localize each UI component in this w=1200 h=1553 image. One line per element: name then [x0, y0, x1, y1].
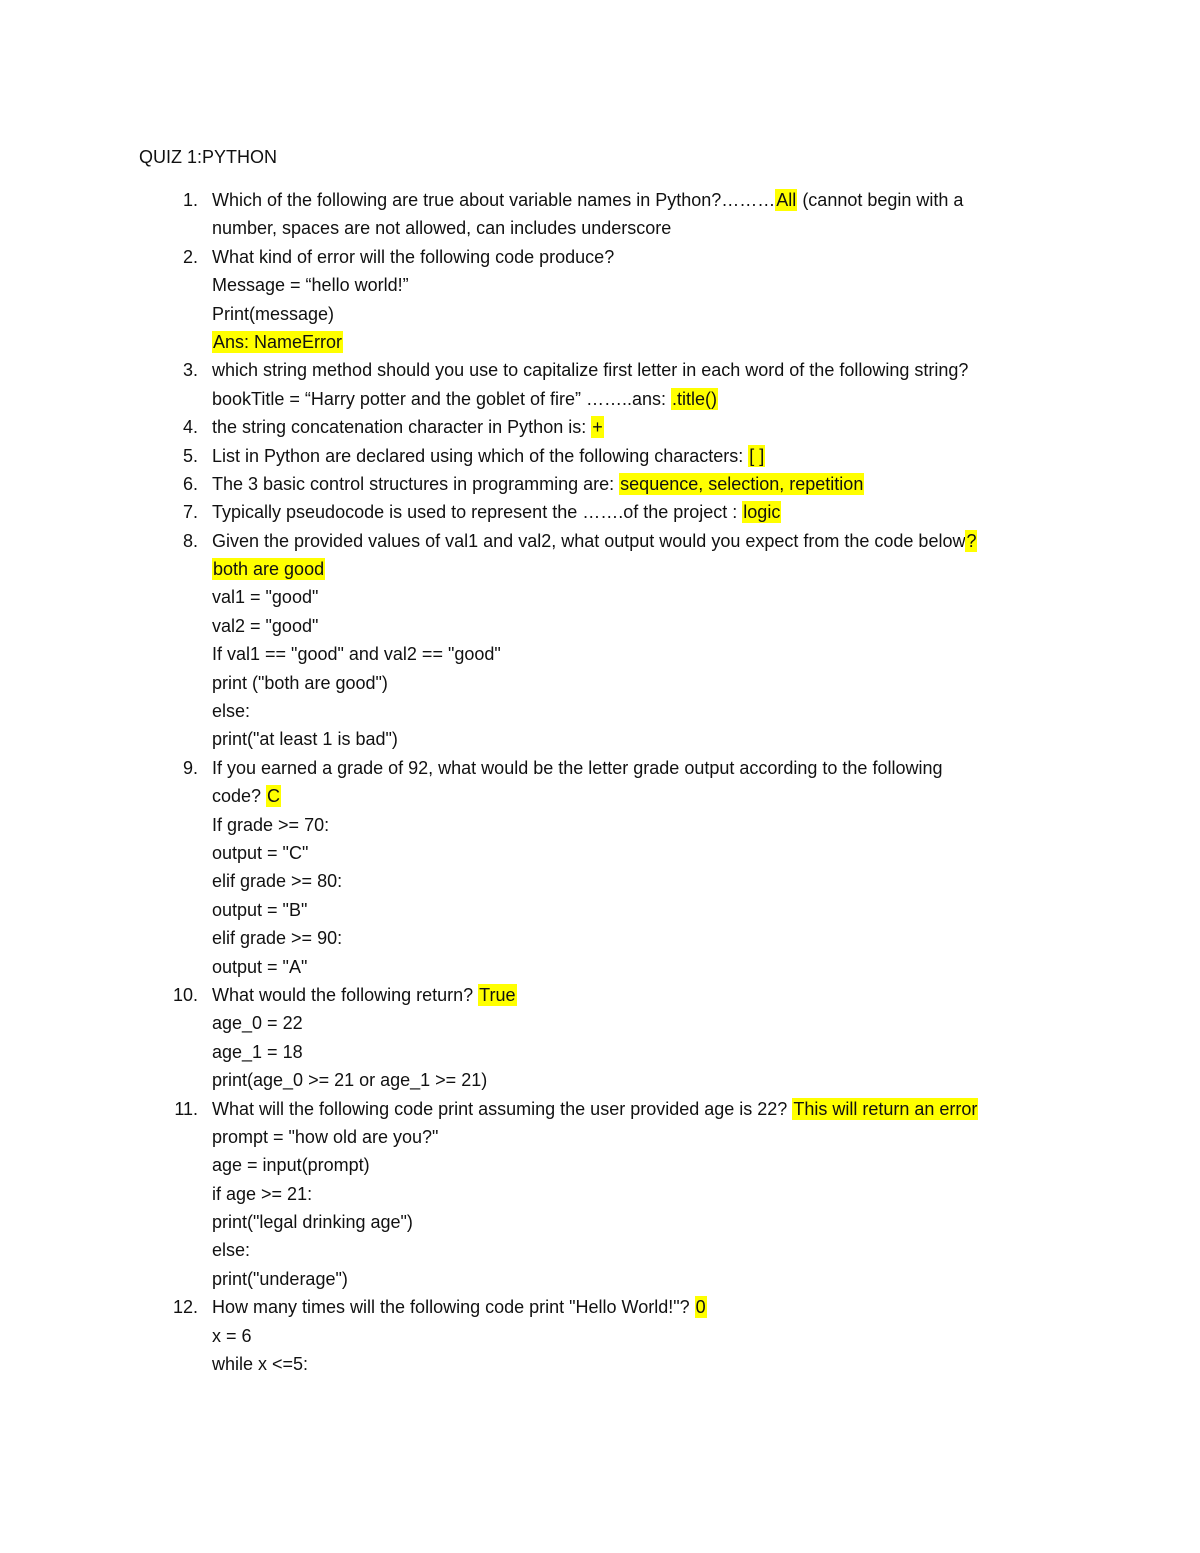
question-line — [0, 1038, 1200, 1066]
text-segment: code? — [212, 786, 267, 807]
highlighted-answer: sequence, selection, repetition — [620, 473, 864, 494]
highlighted-answer: + — [592, 417, 603, 438]
highlighted-answer: both are good — [213, 559, 325, 580]
question-line — [0, 811, 1200, 839]
text-segment: age = input(prompt) — [212, 1155, 370, 1176]
text-segment: age_0 = 22 — [212, 1013, 303, 1034]
question-line — [0, 896, 1200, 924]
question-number: 12. — [172, 1297, 198, 1318]
question-number: 1. — [182, 190, 198, 210]
question-item — [0, 754, 1200, 981]
question-number: 7. — [182, 502, 198, 523]
question-line — [0, 300, 1200, 328]
text-segment: print("legal drinking age") — [212, 1212, 413, 1233]
question-line — [0, 214, 1200, 242]
text-segment: which string method should you use to capitalize first letter in each word of the following string? — [212, 360, 969, 381]
question-line — [0, 555, 1200, 583]
question-number: 11. — [174, 1098, 198, 1119]
question-number: 6. — [182, 473, 198, 494]
highlighted-answer: ? — [966, 530, 977, 551]
question-number: 4. — [182, 417, 198, 438]
question-line — [0, 328, 1200, 356]
text-segment: If val1 == "good" and val2 == "good" — [212, 644, 501, 665]
question-line — [0, 1265, 1200, 1293]
text-segment: (cannot begin with a — [797, 190, 964, 210]
question-line — [0, 1208, 1200, 1236]
text-segment: elif grade >= 80: — [212, 871, 343, 892]
question-line — [0, 669, 1200, 697]
text-segment: How many times will the following code print "Hello World!"? — [212, 1297, 695, 1318]
text-segment: elif grade >= 90: — [212, 928, 343, 949]
text-segment: else: — [212, 1240, 251, 1261]
question-item — [0, 356, 1200, 413]
question-number: 3. — [182, 360, 198, 381]
question-item — [0, 498, 1200, 526]
question-line — [0, 1180, 1200, 1208]
question-line — [0, 1236, 1200, 1264]
question-item — [0, 470, 1200, 498]
text-segment: Given the provided values of val1 and val2, what output would you expect from the code below — [212, 530, 966, 551]
question-item — [0, 413, 1200, 441]
text-segment: What kind of error will the following code produce? — [212, 246, 615, 267]
text-segment: If you earned a grade of 92, what would be the letter grade output according to the following — [212, 757, 943, 778]
text-segment: else: — [212, 701, 251, 722]
question-number: 9. — [182, 757, 198, 778]
question-item — [0, 1095, 1200, 1294]
text-segment: print("at least 1 is bad") — [212, 729, 398, 750]
text-segment: The 3 basic control structures in programming are: — [212, 473, 620, 494]
text-segment: What will the following code print assuming the user provided age is 22? — [212, 1098, 793, 1119]
question-line — [0, 1350, 1200, 1378]
question-item — [0, 186, 1200, 243]
highlighted-answer: .title() — [672, 388, 718, 409]
question-line — [0, 839, 1200, 867]
highlighted-answer: [ ] — [749, 445, 765, 466]
question-item — [0, 1293, 1200, 1378]
question-number: 8. — [182, 530, 198, 551]
page-title: QUIZ 1:PYTHON — [139, 147, 278, 167]
question-line — [0, 1322, 1200, 1350]
text-segment: val2 = "good" — [212, 615, 319, 636]
highlighted-answer: True — [479, 984, 516, 1005]
text-segment: print ("both are good") — [212, 672, 388, 693]
highlighted-answer: 0 — [695, 1297, 706, 1318]
text-segment: output = "B" — [212, 899, 308, 920]
highlighted-answer: logic — [743, 502, 781, 523]
text-segment: print(age_0 >= 21 or age_1 >= 21) — [212, 1070, 488, 1091]
highlighted-answer: This will return an error — [793, 1098, 978, 1119]
question-line — [0, 385, 1200, 413]
text-segment: age_1 = 18 — [212, 1041, 303, 1062]
question-item — [0, 981, 1200, 1095]
question-line — [0, 612, 1200, 640]
question-line — [0, 782, 1200, 810]
text-segment: while x <=5: — [212, 1354, 309, 1375]
highlighted-answer: Ans: NameError — [213, 331, 343, 352]
highlighted-answer: All — [776, 190, 797, 210]
question-number: 5. — [182, 445, 198, 466]
question-line — [0, 1009, 1200, 1037]
text-segment: print("underage") — [212, 1268, 348, 1289]
question-line — [0, 1151, 1200, 1179]
text-segment: Message = “hello world!” — [212, 275, 409, 296]
question-line — [0, 640, 1200, 668]
question-line — [0, 867, 1200, 895]
text-segment: If grade >= 70: — [212, 814, 330, 835]
text-segment: if age >= 21: — [212, 1183, 313, 1204]
highlighted-answer: C — [267, 786, 281, 807]
question-line — [0, 1123, 1200, 1151]
text-segment: bookTitle = “Harry potter and the goblet of fire” ……..ans: — [212, 388, 672, 409]
question-number: 10. — [172, 984, 198, 1005]
text-segment: output = "C" — [212, 842, 309, 863]
question-line — [0, 583, 1200, 611]
question-line — [0, 697, 1200, 725]
question-number: 2. — [182, 246, 198, 267]
text-segment: List in Python are declared using which of the following characters: — [212, 445, 749, 466]
text-segment: Typically pseudocode is used to represent the …….of the project : — [212, 502, 743, 523]
text-segment: Which of the following are true about variable names in Python?……… — [212, 190, 776, 210]
question-list — [0, 186, 1200, 1378]
text-segment: prompt = "how old are you?" — [212, 1126, 439, 1147]
question-line — [0, 1066, 1200, 1094]
question-line — [0, 725, 1200, 753]
text-segment: Print(message) — [212, 303, 335, 324]
text-segment: the string concatenation character in Python is: — [212, 417, 592, 438]
text-segment: What would the following return? — [212, 984, 479, 1005]
text-segment: output = "A" — [212, 956, 308, 977]
text-segment: x = 6 — [212, 1325, 252, 1346]
text-segment: number, spaces are not allowed, can includes underscore — [212, 218, 672, 239]
question-item — [0, 442, 1200, 470]
text-segment: val1 = "good" — [212, 587, 319, 608]
question-line — [0, 271, 1200, 299]
question-line — [0, 953, 1200, 981]
question-item — [0, 243, 1200, 357]
question-line — [0, 924, 1200, 952]
question-item — [0, 527, 1200, 754]
